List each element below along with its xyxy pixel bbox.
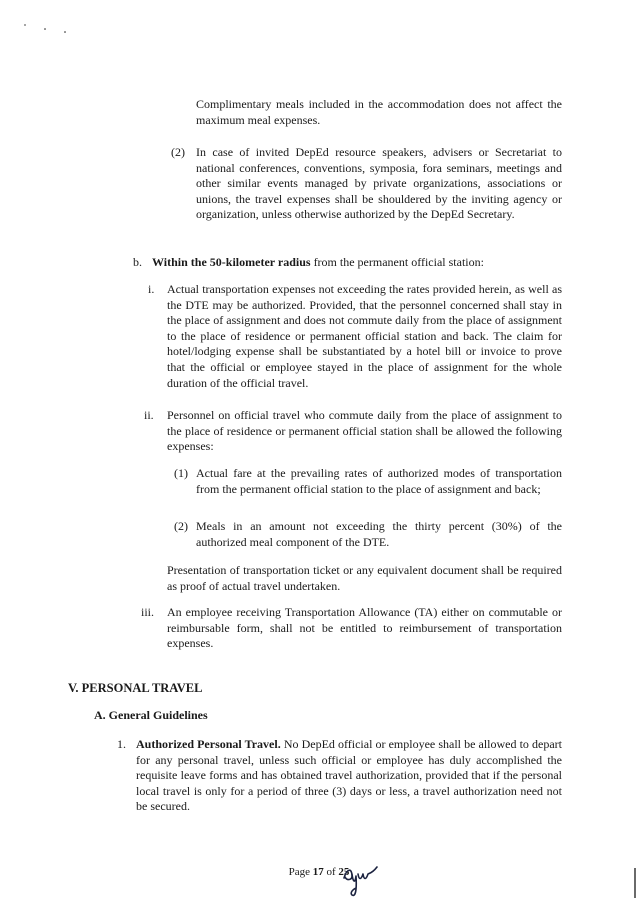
page-total: 25 (338, 866, 350, 878)
item-marker-ii-2: (2) (174, 519, 188, 533)
within-50km-rest: from the permanent official station: (310, 255, 484, 269)
within-50km-bold: Within the 50-kilometer radius (152, 255, 311, 269)
item-marker-ii-1: (1) (174, 466, 188, 480)
item-marker-2: (2) (171, 145, 185, 159)
within-50km-heading (152, 255, 562, 271)
actual-transportation-paragraph: Actual transportation expenses not exceeding the rates provided herein, as well as the DTE may be authorized. Provided, that the personnel concerned shall stay in the place of assignment and does not commute daily from the place of assignment to the place of residence or permanent official station and back. The claim for hotel/lodging expense shall be substantiated by a hotel bill or invoice to prove that the official or employee stayed in the place of assignment for the whole duration of the official travel. (167, 282, 562, 390)
page-footer (0, 866, 638, 878)
authorized-personal-travel-bold: Authorized Personal Travel. (136, 737, 281, 751)
scan-speck (24, 24, 26, 26)
scan-speck (64, 31, 66, 33)
scan-speck (44, 28, 46, 30)
section-v-heading: V. PERSONAL TRAVEL (68, 681, 203, 695)
item-marker-i: i. (148, 282, 155, 296)
actual-fare-paragraph: Actual fare at the prevailing rates of authorized modes of transportation from the permanent official station to the place of assignment and back; (196, 466, 562, 496)
item-marker-ii: ii. (144, 408, 154, 422)
scan-edge-mark (634, 868, 636, 898)
transportation-allowance-paragraph: An employee receiving Transportation Allowance (TA) either on commutable or reimbursable form, shall not be entitled to reimbursement of transportation expenses. (167, 605, 562, 651)
item-marker-b: b. (133, 255, 142, 269)
general-guidelines-subheading: A. General Guidelines (94, 708, 208, 722)
page-label: Page (288, 866, 313, 878)
page-of-label: of (323, 866, 339, 878)
page-number: 17 (312, 866, 324, 878)
authorized-personal-travel-rest: No DepEd official or employee shall be allowed to depart for any personal travel, unless such official or employee has duly accomplished the requisite leave forms and has obtained travel authorization, provided that if the personal local travel is only for a period of three (3) days or less, a travel authorization need not be secured. (136, 737, 562, 814)
invited-speakers-paragraph: In case of invited DepEd resource speakers, advisers or Secretariat to national conferences, conventions, symposia, fora seminars, meetings and other similar events managed by private organizations, associations or unions, the travel expenses shall be shouldered by the inviting agency or organization, unless otherwise authorized by the DepEd Secretary. (196, 145, 562, 222)
item-marker-iii: iii. (141, 605, 155, 619)
item-marker-1: 1. (117, 737, 126, 751)
meals-paragraph: Meals in an amount not exceeding the thirty percent (30%) of the authorized meal component of the DTE. (196, 519, 562, 549)
presentation-ticket-paragraph: Presentation of transportation ticket or any equivalent document shall be required as proof of actual travel undertaken. (167, 563, 562, 593)
complimentary-meals-paragraph: Complimentary meals included in the accommodation does not affect the maximum meal expenses. (196, 97, 562, 127)
handwritten-initials (341, 862, 385, 898)
authorized-personal-travel-paragraph (136, 737, 562, 815)
personnel-commute-paragraph: Personnel on official travel who commute daily from the place of assignment to the place of residence or permanent official station shall be allowed the following expenses: (167, 408, 562, 454)
